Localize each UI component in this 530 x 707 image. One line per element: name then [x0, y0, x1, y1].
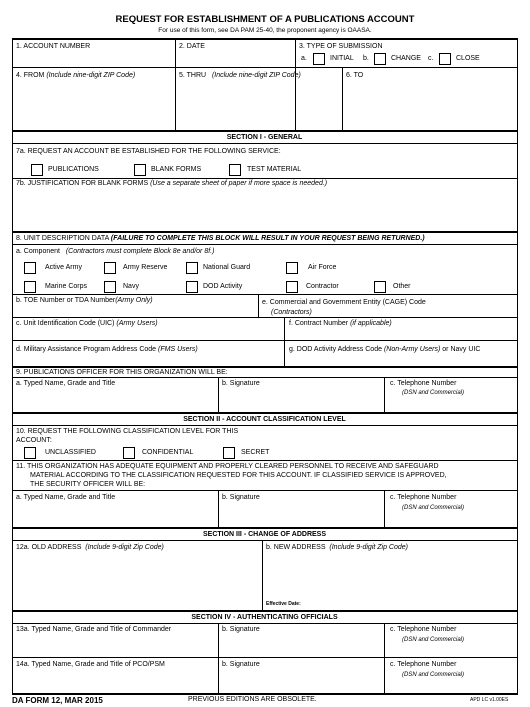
uic-label: c. Unit Identification Code (UIC) (Army Users): [16, 320, 158, 327]
q9-typed-name-label: a. Typed Name, Grade and Title: [16, 380, 116, 387]
q10-label-line1: 10. REQUEST THE FOLLOWING CLASSIFICATION LEVEL FOR THIS: [16, 428, 239, 435]
contract-label: f. Contract Number (if applicable): [289, 320, 392, 327]
old-address-label: 12a. OLD ADDRESS (Include 9-digit Zip Code): [16, 544, 164, 551]
pco-telephone-label: c. Telephone Number: [390, 661, 457, 668]
other-checkbox[interactable]: [374, 281, 386, 293]
form-subtitle: For use of this form, see DA PAM 25-40, the proponent agency is OAASA.: [158, 27, 372, 34]
national-guard-checkbox[interactable]: [186, 262, 198, 274]
account-number-label: 1. ACCOUNT NUMBER: [16, 43, 91, 50]
q11-label-line2: MATERIAL ACCORDING TO THE CLASSIFICATION REQUESTED FOR THIS ACCOUNT. IF CLASSIFIED SERVICE IS APPROVED,: [30, 472, 447, 479]
blank-forms-checkbox[interactable]: [134, 164, 146, 176]
q9-telephone-note: (DSN and Commercial): [402, 390, 465, 396]
to-label: 6. TO: [346, 72, 364, 79]
close-checkbox[interactable]: [439, 53, 451, 65]
pco-label: 14a. Typed Name, Grade and Title of PCO/PSM: [16, 661, 165, 668]
new-address-label: b. NEW ADDRESS (Include 9-digit Zip Code): [266, 544, 408, 551]
navy-checkbox[interactable]: [104, 281, 116, 293]
section-2-title: SECTION II - ACCOUNT CLASSIFICATION LEVEL: [183, 416, 346, 423]
version-note: APD LC v1.00ES: [470, 697, 509, 703]
q7b-label: 7b. JUSTIFICATION FOR BLANK FORMS (Use a separate sheet of paper if more space is needed.): [16, 180, 328, 187]
commander-telephone-note: (DSN and Commercial): [402, 637, 465, 643]
commander-label: 13a. Typed Name, Grade and Title of Commander: [16, 626, 172, 633]
cage-label: e. Commercial and Government Entity (CAGE) Code: [262, 299, 426, 306]
form-page: REQUEST FOR ESTABLISHMENT OF A PUBLICATIONS ACCOUNT For use of this form, see DA PAM 25-40, the proponent agency is OAASA. 1. ACCOUNT NUMBER 2. DATE 3. TYPE OF SUBMISSION a. INITIAL b. CHANGE c. CLOSE 4. FROM (Include nine-digit ZIP Code) 5. THRU (Include nine-digit ZIP Code) 6. TO SECTION I - GENERAL 7a. REQUEST AN ACCOUNT BE ESTABLISHED FOR THE FOLLOWING SERVICE: PUBLICATIONS BLANK FORMS TEST MATERIAL 7b. JUSTIFICATION FOR BLANK FORMS (Use a separate sheet of paper if more space is needed.) 8. UNIT DESCRIPTION DATA (FAILURE TO COMPLETE THIS BLOCK WILL RESULT IN YOUR REQUEST BEING RETURNED.) a. Component (Contractors must complete Block 8e and/or 8f.) Active Army Army Reserve National Guard Air Force Marine Corps Navy DOD Activity Contractor Other b. TOE Number or TDA Number(Army Only) e. Commercial and Government Entity (CAGE) Code (Contractors) c. Unit Identification Code (UIC) (Army Users) f. Contract Number (if applicable) d. Military Assistance Program Address Code (FMS Users) g. DOD Activity Address Code (Non-Army Users) or Navy UIC 9. PUBLICATIONS OFFICER FOR THIS ORGANIZATION WILL BE: a. Typed Name, Grade and Title b. Signature c. Telephone Number (DSN and Commercial) SECTION II - ACCOUNT CLASSIFICATION LEVEL 10. REQUEST THE FOLLOWING CLASSIFICATION LEVEL FOR THIS ACCOUNT: UNCLASSIFIED CONFIDENTIAL SECRET 11. THIS ORGANIZATION HAS ADEQUATE EQUIPMENT AND PROPERLY CLEARED PERSONNEL TO RECEIVE AND SAFEGUARD MATERIAL ACCORDING TO THE CLASSIFICATION REQUESTED FOR THIS ACCOUNT. IF CLASSIFIED SERVICE IS APPROVED, THE SECURITY OFFICER WILL BE: a. Typed Name, Grade and Title b. Signature c. Telephone Number (DSN and Commercial) SECTION III - CHANGE OF ADDRESS 12a. OLD ADDRESS (Include 9-digit Zip Code) b. NEW ADDRESS (Include 9-digit Zip Code) Effective Date: SECTION IV - AUTHENTICATING OFFICIALS 13a. Typed Name, Grade and Title of Commander b. Signature c. Telephone Number (DSN and Commercial) 14a. Typed Name, Grade and Title of PCO/PSM b. Signature c. Telephone Number (DSN and Commercial) DA FORM 12, MAR 2015 PREVIOUS EDITIONS ARE OBSOLETE. APD LC v1.00ES: [0, 0, 530, 707]
q11-typed-name-label: a. Typed Name, Grade and Title: [16, 494, 116, 501]
change-label: CHANGE: [391, 55, 421, 62]
submission-label: 3. TYPE OF SUBMISSION: [299, 43, 383, 50]
marine-corps-checkbox[interactable]: [24, 281, 36, 293]
commander-signature-label: b. Signature: [222, 626, 260, 633]
q9-label: 9. PUBLICATIONS OFFICER FOR THIS ORGANIZATION WILL BE:: [16, 369, 228, 376]
toe-label: b. TOE Number or TDA Number(Army Only): [16, 297, 153, 304]
active-army-checkbox[interactable]: [24, 262, 36, 274]
contractor-checkbox[interactable]: [286, 281, 298, 293]
cage-note: (Contractors): [271, 309, 312, 316]
editions-note: PREVIOUS EDITIONS ARE OBSOLETE.: [188, 696, 317, 703]
q11-telephone-note: (DSN and Commercial): [402, 505, 465, 511]
q9-telephone-label: c. Telephone Number: [390, 380, 457, 387]
top-border: [12, 38, 518, 40]
publications-checkbox[interactable]: [31, 164, 43, 176]
from-label: 4. FROM (Include nine-digit ZIP Code): [16, 72, 136, 79]
q9-signature-label: b. Signature: [222, 380, 260, 387]
section-1-title: SECTION I - GENERAL: [226, 134, 303, 141]
air-force-checkbox[interactable]: [286, 262, 298, 274]
effective-date-label: Effective Date:: [266, 601, 301, 607]
q11-label-line3: THE SECURITY OFFICER WILL BE:: [30, 481, 146, 488]
pco-signature-label: b. Signature: [222, 661, 260, 668]
q7a-label: 7a. REQUEST AN ACCOUNT BE ESTABLISHED FOR THE FOLLOWING SERVICE:: [16, 148, 281, 155]
q11-signature-label: b. Signature: [222, 494, 260, 501]
change-checkbox[interactable]: [374, 53, 386, 65]
q11-label-line1: 11. THIS ORGANIZATION HAS ADEQUATE EQUIPMENT AND PROPERLY CLEARED PERSONNEL TO RECEIVE AND SAFEGUARD: [16, 463, 439, 470]
initial-checkbox[interactable]: [313, 53, 325, 65]
q8-label: 8. UNIT DESCRIPTION DATA (FAILURE TO COMPLETE THIS BLOCK WILL RESULT IN YOUR REQUEST BEING RETURNED.): [16, 235, 425, 242]
initial-label: INITIAL: [330, 55, 354, 62]
section-4-title: SECTION IV - AUTHENTICATING OFFICIALS: [191, 614, 338, 621]
q10-label-line2: ACCOUNT:: [16, 437, 52, 444]
dod-activity-checkbox[interactable]: [186, 281, 198, 293]
test-material-checkbox[interactable]: [229, 164, 241, 176]
mapac-label: d. Military Assistance Program Address Code (FMS Users): [16, 346, 198, 353]
confidential-checkbox[interactable]: [123, 447, 135, 459]
form-number: DA FORM 12, MAR 2015: [12, 696, 103, 705]
q11-telephone-label: c. Telephone Number: [390, 494, 457, 501]
thru-label: 5. THRU (Include nine-digit ZIP Code): [179, 72, 301, 79]
commander-telephone-label: c. Telephone Number: [390, 626, 457, 633]
unclassified-checkbox[interactable]: [24, 447, 36, 459]
pco-telephone-note: (DSN and Commercial): [402, 672, 465, 678]
close-label: CLOSE: [456, 55, 480, 62]
army-reserve-checkbox[interactable]: [104, 262, 116, 274]
form-title: REQUEST FOR ESTABLISHMENT OF A PUBLICATIONS ACCOUNT: [115, 14, 415, 25]
secret-checkbox[interactable]: [223, 447, 235, 459]
section-3-title: SECTION III - CHANGE OF ADDRESS: [202, 531, 327, 538]
component-label: a. Component (Contractors must complete Block 8e and/or 8f.): [16, 248, 215, 255]
dodaac-label: g. DOD Activity Address Code (Non-Army Users) or Navy UIC: [289, 346, 481, 353]
date-label: 2. DATE: [179, 43, 205, 50]
